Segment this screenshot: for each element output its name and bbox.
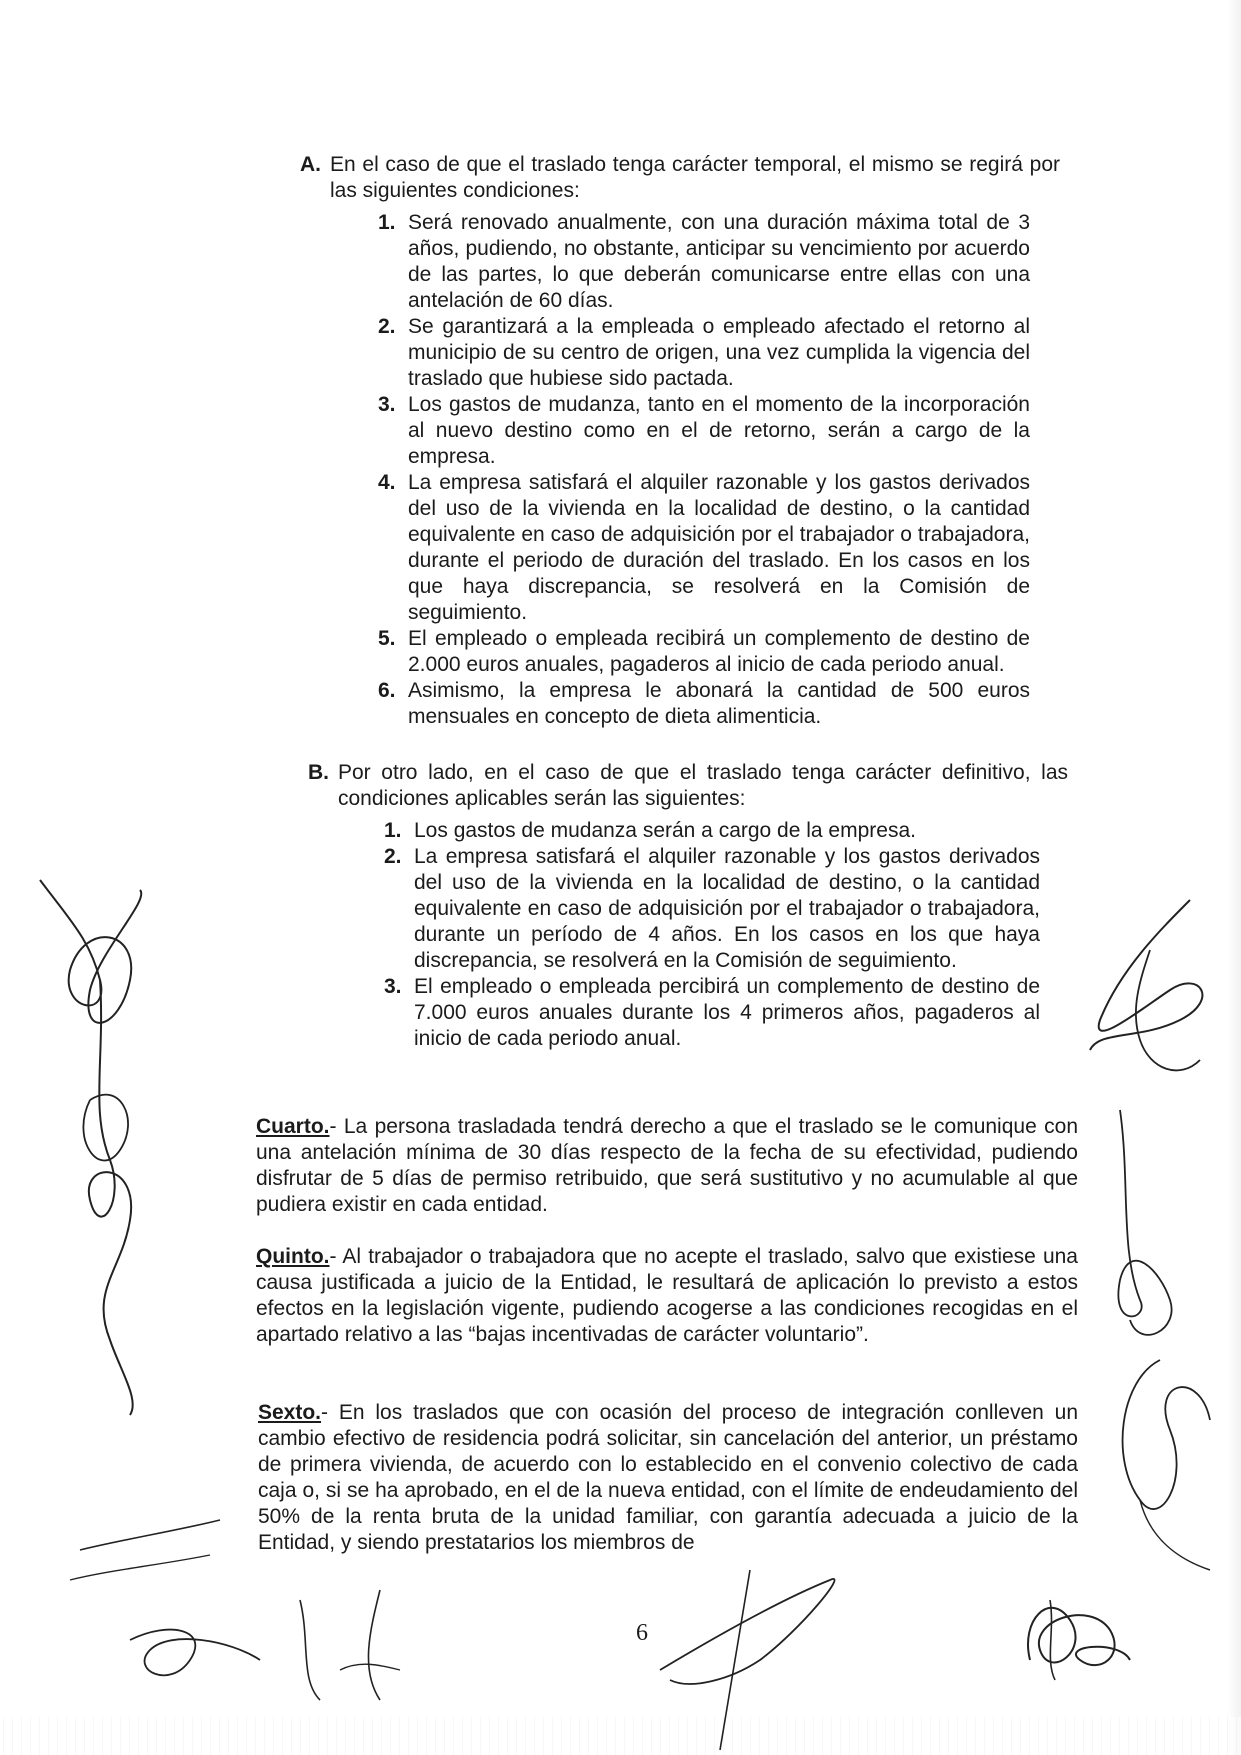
clause-quinto-text: - Al trabajador o trabajadora que no acepte el traslado, salvo que existiese una causa justificada a juicio de la Entidad, le resultará de aplicación lo previsto a estos efectos en la legislación vigente, pudiendo acogerse a las condiciones recogidas en el apartado relativo a las “bajas incentivadas de carácter voluntario”. bbox=[256, 1245, 1078, 1346]
section-a-marker: A. bbox=[300, 153, 321, 176]
section-b-marker: B. bbox=[308, 761, 329, 784]
list-item-number: 4. bbox=[378, 471, 396, 494]
list-item-text: El empleado o empleada percibirá un complemento de destino de 7.000 euros anuales durante los 4 primeros años, pagaderos al inicio de cada periodo anual. bbox=[414, 975, 1040, 1050]
list-item-text: Los gastos de mudanza, tanto en el momento de la incorporación al nuevo destino como en el de retorno, serán a cargo de la empresa. bbox=[408, 393, 1030, 468]
list-item-text: La empresa satisfará el alquiler razonable y los gastos derivados del uso de la vivienda en la localidad de destino, o la cantidad equivalente en caso de adquisición por el trabajador o trabajadora, durante el periodo de duración del traslado. En los casos en los que haya discrepancia, se resolverá en la Comisión de seguimiento. bbox=[408, 471, 1030, 624]
clause-sexto-heading: Sexto. bbox=[258, 1401, 322, 1424]
list-item bbox=[384, 844, 1040, 974]
list-item-text: Asimismo, la empresa le abonará la cantidad de 500 euros mensuales en concepto de dieta alimenticia. bbox=[408, 679, 1030, 728]
scan-edge-shadow bbox=[1227, 0, 1241, 1755]
section-a-intro: En el caso de que el traslado tenga carácter temporal, el mismo se regirá por las siguientes condiciones: bbox=[330, 153, 1060, 202]
list-item-number: 1. bbox=[384, 819, 402, 842]
list-item bbox=[378, 470, 1030, 626]
page-number: 6 bbox=[636, 1620, 648, 1646]
list-item-number: 1. bbox=[378, 211, 396, 234]
list-item-number: 2. bbox=[384, 845, 402, 868]
signature-right-lower bbox=[1100, 1100, 1220, 1600]
signature-bottom-right bbox=[1010, 1580, 1140, 1690]
section-b-list bbox=[384, 818, 1040, 1052]
list-item-number: 3. bbox=[378, 393, 396, 416]
clause-quinto-heading: Quinto. bbox=[256, 1245, 330, 1268]
list-item-text: Se garantizará a la empleada o empleado afectado el retorno al municipio de su centro de origen, una vez cumplida la vigencia del traslado que hubiese sido pactada. bbox=[408, 315, 1030, 390]
clause-quinto bbox=[256, 1244, 1078, 1348]
clause-sexto-text: - En los traslados que con ocasión del proceso de integración conlleven un cambio efectivo de residencia podrá solicitar, sin cancelación del anterior, un préstamo de primera vivienda, de acuerdo con lo establecido en el convenio colectivo de cada caja o, si se ha aprobado, en el de la nueva entidad, con el límite de endeudamiento del 50% de la renta bruta de la unidad familiar, con garantía adecuada a juicio de la Entidad, y siendo prestatarios los miembros de bbox=[258, 1401, 1078, 1554]
list-item-text: El empleado o empleada recibirá un complemento de destino de 2.000 euros anuales, pagaderos al inicio de cada periodo anual. bbox=[408, 627, 1030, 676]
list-item bbox=[378, 626, 1030, 678]
list-item bbox=[378, 392, 1030, 470]
list-item bbox=[378, 210, 1030, 314]
clause-cuarto-text: - La persona trasladada tendrá derecho a que el traslado se le comunique con una antelación mínima de 30 días respecto de la fecha de su efectividad, pudiendo disfrutar de 5 días de permiso retribuido, que será sustitutivo y no acumulable al que pudiera existir en cada entidad. bbox=[256, 1115, 1078, 1216]
list-item bbox=[378, 314, 1030, 392]
clause-cuarto-heading: Cuarto. bbox=[256, 1115, 330, 1138]
list-item-number: 3. bbox=[384, 975, 402, 998]
signature-bottom-left bbox=[60, 1470, 440, 1710]
signature-left-margin bbox=[30, 860, 160, 1420]
section-a bbox=[300, 152, 1060, 730]
signature-right-margin bbox=[1080, 890, 1220, 1110]
list-item-text: Los gastos de mudanza serán a cargo de la empresa. bbox=[414, 819, 916, 842]
list-item-number: 5. bbox=[378, 627, 396, 650]
list-item bbox=[384, 818, 1040, 844]
signature-bottom-center bbox=[650, 1540, 850, 1755]
list-item bbox=[384, 974, 1040, 1052]
list-item-number: 6. bbox=[378, 679, 396, 702]
section-b bbox=[308, 760, 1068, 1052]
list-item bbox=[378, 678, 1030, 730]
scan-noise-strip bbox=[0, 1717, 1241, 1755]
list-item-text: La empresa satisfará el alquiler razonable y los gastos derivados del uso de la vivienda en la localidad de destino, o la cantidad equivalente en caso de adquisición por el trabajador o trabajadora, durante un período de 4 años. En los casos en los que haya discrepancia, se resolverá en la Comisión de seguimiento. bbox=[414, 845, 1040, 972]
list-item-text: Será renovado anualmente, con una duración máxima total de 3 años, pudiendo, no obstante, anticipar su vencimiento por acuerdo de las partes, lo que deberán comunicarse entre ellas con una antelación de 60 días. bbox=[408, 211, 1030, 312]
clause-cuarto bbox=[256, 1114, 1078, 1218]
section-a-list bbox=[378, 210, 1030, 730]
list-item-number: 2. bbox=[378, 315, 396, 338]
section-b-intro: Por otro lado, en el caso de que el traslado tenga carácter definitivo, las condiciones aplicables serán las siguientes: bbox=[338, 761, 1068, 810]
